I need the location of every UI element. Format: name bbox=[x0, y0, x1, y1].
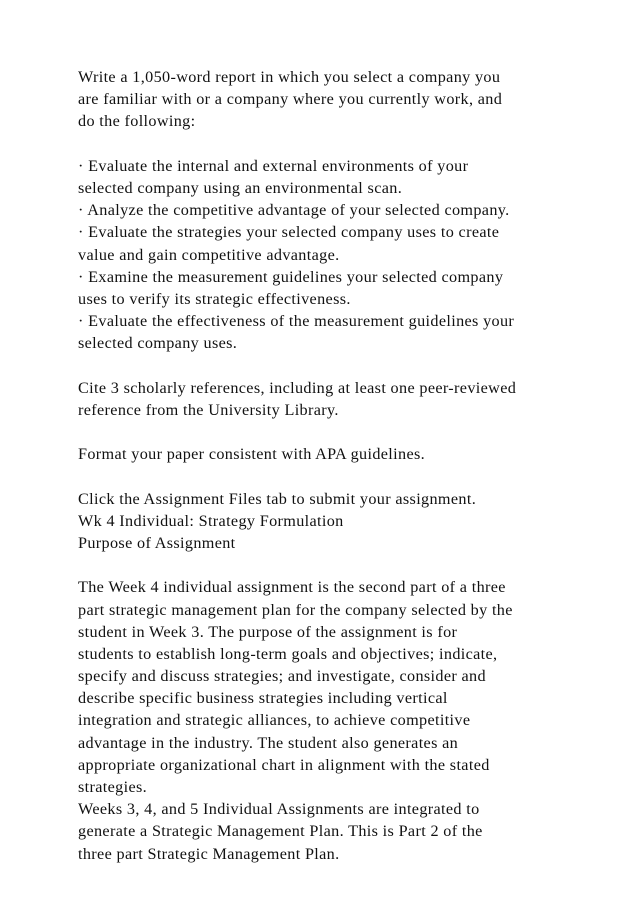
bullet-item: · Evaluate the effectiveness of the measurement guidelines your bbox=[78, 312, 515, 331]
text-line: selected company using an environmental scan. bbox=[78, 178, 403, 197]
section-title: Wk 4 Individual: Strategy Formulation bbox=[78, 511, 344, 530]
text-line: strategies. bbox=[78, 778, 148, 796]
blank-line bbox=[78, 133, 578, 155]
document-body bbox=[78, 66, 578, 865]
blank-line bbox=[78, 421, 578, 443]
blank-line bbox=[78, 354, 578, 376]
text-line: The Week 4 individual assignment is the second part of a three bbox=[78, 578, 506, 597]
text-line: generate a Strategic Management Plan. This is Part 2 of the bbox=[78, 822, 483, 841]
text-line: value and gain competitive advantage. bbox=[78, 245, 340, 264]
text-line: describe specific business strategies including vertical bbox=[78, 689, 448, 708]
text-line: students to establish long-term goals and objectives; indicate, bbox=[78, 644, 498, 663]
text-line: Weeks 3, 4, and 5 Individual Assignments are integrated to bbox=[78, 800, 480, 819]
bullet-item: · Evaluate the strategies your selected company uses to create bbox=[78, 223, 500, 242]
text-line: appropriate organizational chart in alignment with the stated bbox=[78, 755, 490, 774]
text-line: Cite 3 scholarly references, including at least one peer-reviewed bbox=[78, 378, 517, 397]
text-line: reference from the University Library. bbox=[78, 400, 339, 419]
text-line: Format your paper consistent with APA guidelines. bbox=[78, 445, 426, 464]
text-line: advantage in the industry. The student also generates an bbox=[78, 733, 459, 752]
text-line: student in Week 3. The purpose of the assignment is for bbox=[78, 622, 458, 641]
bullet-item: · Evaluate the internal and external environments of your bbox=[78, 156, 469, 175]
text-line: three part Strategic Management Plan. bbox=[78, 844, 340, 863]
text-line: Write a 1,050-word report in which you select a company you bbox=[78, 68, 501, 86]
text-line: uses to verify its strategic effectiveness. bbox=[78, 289, 351, 308]
bullet-item: · Analyze the competitive advantage of your selected company. bbox=[78, 201, 510, 220]
text-line: Click the Assignment Files tab to submit your assignment. bbox=[78, 489, 477, 508]
section-subtitle: Purpose of Assignment bbox=[78, 533, 236, 552]
text-line: specify and discuss strategies; and investigate, consider and bbox=[78, 667, 486, 686]
text-line: are familiar with or a company where you currently work, and bbox=[78, 90, 503, 109]
blank-line bbox=[78, 554, 578, 576]
bullet-item: · Examine the measurement guidelines your selected company bbox=[78, 267, 504, 286]
text-line: part strategic management plan for the company selected by the bbox=[78, 600, 513, 619]
text-line: do the following: bbox=[78, 112, 196, 131]
blank-line bbox=[78, 465, 578, 487]
text-line: selected company uses. bbox=[78, 334, 238, 353]
text-line: integration and strategic alliances, to achieve competitive bbox=[78, 711, 471, 730]
